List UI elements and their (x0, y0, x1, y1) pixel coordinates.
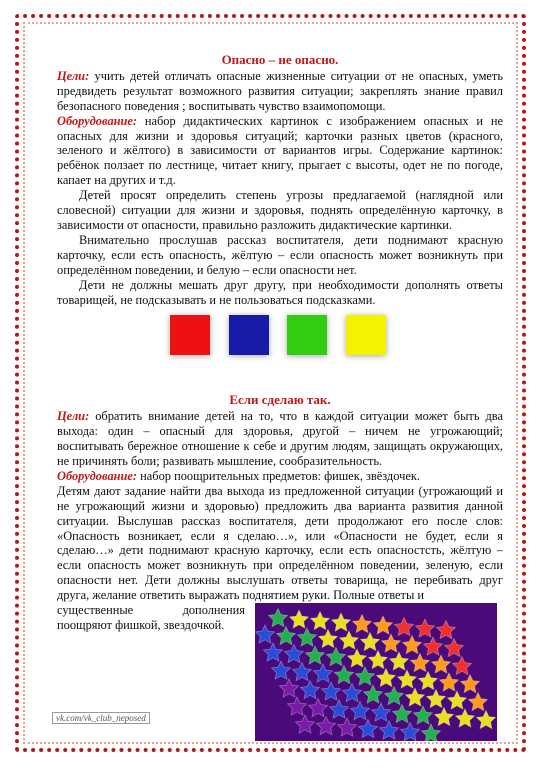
section1-paragraph-3: Дети не должны мешать друг другу, при необходимости дополнять ответы товарищей, не подсказывать и не пользоваться подсказками. (57, 277, 503, 307)
rainbow-stars-photo (255, 603, 497, 741)
section1-equipment-text: набор дидактических картинок с изображением опасных и не опасных для жизни и здоровья ситуаций; карточки разных цветов (красного, зеленого и жёлтого) в зависимости от вариантов игры. Содержание картинок: ребёнок ползает по лестнице, читает книгу, прыгает с высоты, одет не по погоде, капает на других и т.д. (57, 113, 503, 188)
section2-goals-text: обратить внимание детей на то, что в каждой ситуации может быть два выхода: один – опасный для здоровья, другой – ничем не угрожающий; воспитывать бережное отношение к себе и другим людям, защищать окружающих, не причинять боли; развивать мышление, сообразительность. (57, 409, 503, 469)
section1-paragraph-1: Детей просят определить степень угрозы предлагаемой (наглядной или словесной) ситуации для жизни и здоровья, поднять определённую карточку, в зависимости от опасности, правильно разложить дидактические картинки. (57, 188, 503, 232)
section2-equipment-label: Оборудование: (57, 468, 138, 483)
document-body (57, 53, 503, 633)
section1-equipment (57, 114, 503, 189)
red-card (170, 315, 210, 355)
stars-illustration (255, 603, 497, 741)
section2-equipment-text: набор поощрительных предметов: фишек, звёздочек. (137, 468, 420, 483)
green-card (287, 315, 327, 355)
section1-paragraph-2: Внимательно прослушав рассказ воспитателя, дети поднимают красную карточку, если есть опасность, жёлтую – если опасность может возникнуть при определённом поведении, и белую – если опасности нет. (57, 232, 503, 277)
section2-tail-line-1 (57, 603, 245, 618)
section2-title: Если сделаю так. (229, 392, 331, 408)
section1-equipment-label: Оборудование: (57, 113, 138, 128)
section1-goals-label: Цели: (57, 68, 90, 83)
section2-paragraph-1: Детям дают задание найти два выхода из предложенной ситуации (угрожающий и не угрожающий жизни и здоровью) предложить два варианта развития данной ситуации. Выслушав рассказ воспитателя, дети продолжают его после слов: «Опасность возникает, если я сделаю…», или «Опасности не будет, если я сделаю…» дети поднимают красную карточку, если есть опасностсть, жёлтую – если опасность может возникнуть при определённом поведении, зеленую, если опасности нет. Дети должны выслушать ответы товарища, не перебивать друг друга, желание ответить выражать поднятием руки. Полные ответы и (57, 483, 503, 603)
watermark: vk.com/vk_club_neposed (52, 712, 150, 724)
section2-goals-label: Цели: (57, 409, 90, 424)
section2-tail (57, 603, 503, 633)
section2-goals (57, 409, 503, 469)
section1-goals (57, 69, 503, 114)
yellow-card (346, 315, 386, 355)
blue-card (229, 315, 269, 355)
section2-equipment (57, 469, 503, 484)
section2-tail-word-2: дополнения (182, 603, 245, 618)
section2-tail-line-2: поощряют фишкой, звездочкой. (57, 618, 225, 632)
section1-title: Опасно – не опасно. (221, 52, 339, 67)
section2-tail-word-1: существенные (57, 603, 134, 618)
color-cards (57, 315, 503, 385)
section1-goals-text: учить детей отличать опасные жизненные ситуации от не опасных, уметь предвидеть результат возможного развития ситуации; закреплять знание правил безопасного поведения ; воспитывать чувство взаимопомощи. (57, 68, 503, 113)
